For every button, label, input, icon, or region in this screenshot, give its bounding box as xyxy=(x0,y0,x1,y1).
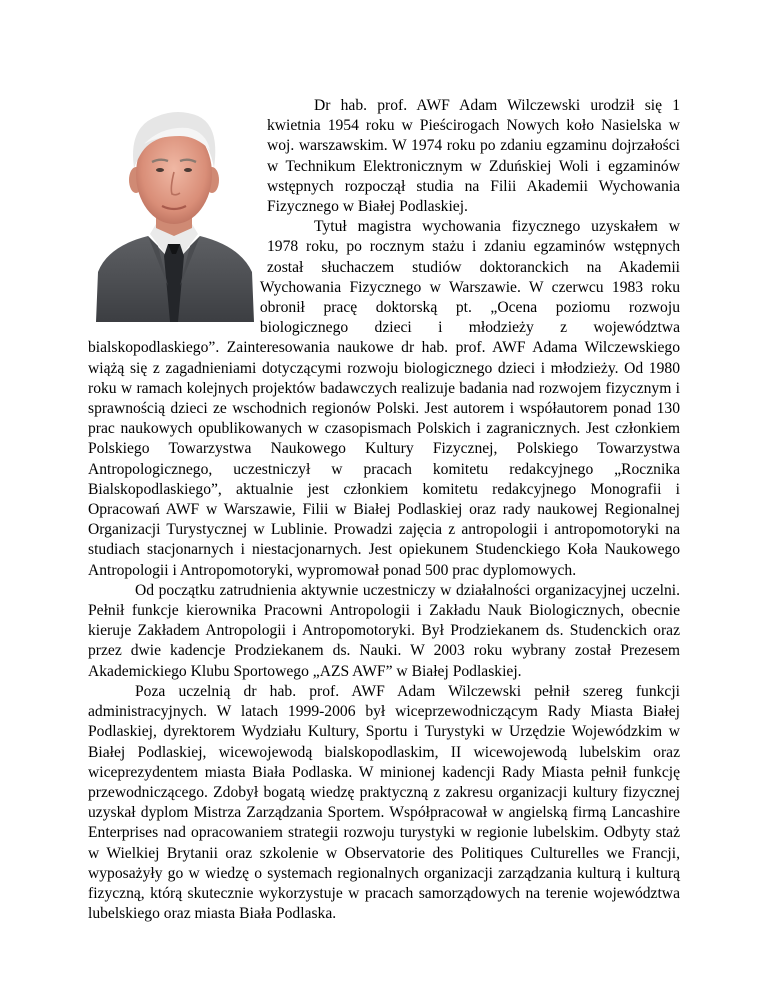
portrait-photo xyxy=(88,96,260,322)
paragraph-4: Poza uczelnią dr hab. prof. AWF Adam Wilczewski pełnił szereg funkcji administracyjnych. W latach 1999-2006 był wiceprzewodniczącym Rady Miasta Białej Podlaskiej, dyrektorem Wydziału Kultury, Sportu i Turystyki w Urzędzie Wojewódzkim w Białej Podlaskiej, wicewojewodą bialskopodlaskim, II wicewojewodą lubelskim oraz wiceprezydentem miasta Biała Podlaska. W minionej kadencji Rady Miasta pełnił funkcję przewodniczącego. Zdobył bogatą wiedzę praktyczną z zakresu organizacji kultury fizycznej uzyskał dyplom Mistrza Zarządzania Sportem. Współpracował w angielską firmą Lancashire Enterprises nad opracowaniem strategii rozwoju turystyki w regionie lubelskim. Odbyty staż w Wielkiej Brytanii oraz szkolenie w Observatorie des Politiques Culturelles we Francji, wyposażyły go w wiedzę o systemach regionalnych organizacji zarządzania kulturą i kulturą fizyczną, którą skutecznie wykorzystuje w pracach samorządowych na terenie województwa lubelskiego oraz miasta Biała Podlaska. xyxy=(88,682,680,923)
paragraph-1: Dr hab. prof. AWF Adam Wilczewski urodził się 1 kwietnia 1954 roku w Pieścirogach Nowych koło Nasielska w woj. warszawskim. W 1974 roku po zdaniu egzaminu dojrzałości w Technikum Elektronicznym w Zduńskiej Woli i egzaminów wstępnych rozpoczął studia na Filii Akademii Wychowania Fizycznego w Białej Podlaskiej. xyxy=(267,97,680,216)
paragraph-2: Tytuł magistra wychowania fizycznego uzyskałem w 1978 roku, po rocznym stażu i zdaniu egzaminów wstępnych został słuchaczem studiów doktoranckich na Akademii Wychowania Fizycznego w Warszawie. W czerwcu 1983 roku obronił pracę doktorską pt. „Ocena poziomu rozwoju biologicznego dzieci i młodzieży z województwa bialskopodlaskiego”. Zainteresowania naukowe dr hab. prof. AWF Adama Wilczewskiego wiążą się z zagadnieniami dotyczącymi rozwoju biologicznego dzieci i młodzieży. Od 1980 roku w ramach kolejnych projektów badawczych realizuje badania nad rozwojem fizycznym i sprawnością dzieci ze wschodnich regionów Polski. Jest autorem i współautorem ponad 130 prac naukowych opublikowanych w czasopismach Polskich i zagranicznych. Jest członkiem Polskiego Towarzystwa Naukowego Kultury Fizycznej, Polskiego Towarzystwa Antropologicznego, uczestniczył w pracach komitetu redakcyjnego „Rocznika Bialskopodlaskiego”, aktualnie jest członkiem komitetu redakcyjnego Monografii i Opracowań AWF w Warszawie, Filii w Białej Podlaskiej oraz rady naukowej Regionalnej Organizacji Turystycznej w Lublinie. Prowadzi zajęcia z antropologii i antropomotoryki na studiach stacjonarnych i niestacjonarnych. Jest opiekunem Studenckiego Koła Naukowego Antropologii i Antropomotoryki, wypromował ponad 500 prac dyplomowych. xyxy=(88,218,680,579)
document-page xyxy=(88,96,680,924)
portrait-image xyxy=(88,96,260,322)
paragraph-3: Od początku zatrudnienia aktywnie uczestniczy w działalności organizacyjnej uczelni. Pełnił funkcje kierownika Pracowni Antropologii i Zakładu Nauk Biologicznych, obecnie kieruje Zakładem Antropologii i Antropomotoryki. Był Prodziekanem ds. Studenckich oraz przez dwie kadencje Prodziekanem ds. Nauki. W 2003 roku wybrany został Prezesem Akademickiego Klubu Sportowego „AZS AWF” w Białej Podlaskiej. xyxy=(88,581,680,680)
